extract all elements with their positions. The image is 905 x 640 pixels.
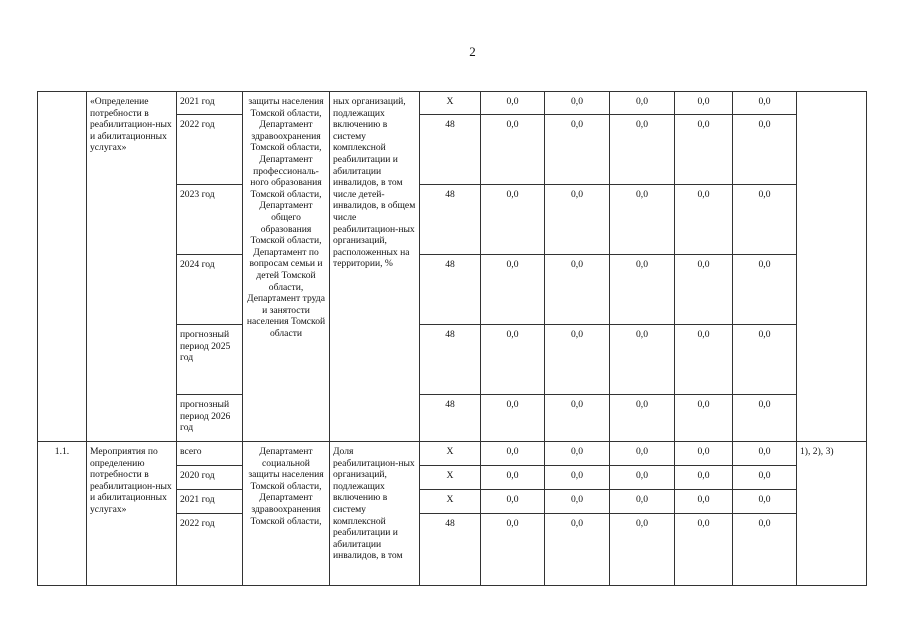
notes-cell (797, 92, 867, 442)
funding-local: 0,0 (675, 395, 733, 442)
funding-local: 0,0 (675, 442, 733, 466)
indicator-value: X (420, 466, 481, 490)
funding-federal: 0,0 (545, 442, 610, 466)
notes-cell: 1), 2), 3) (797, 442, 867, 586)
funding-regional: 0,0 (610, 325, 675, 395)
funding-total: 0,0 (481, 514, 545, 586)
period-cell: 2023 год (177, 185, 243, 255)
funding-total: 0,0 (481, 92, 545, 115)
funding-other: 0,0 (733, 92, 797, 115)
event-name-cell: Мероприятия по определению потребности в реабилитацион-ных и абилитационных услугах» (87, 442, 177, 586)
funding-total: 0,0 (481, 185, 545, 255)
funding-federal: 0,0 (545, 115, 610, 185)
period-cell: всего (177, 442, 243, 466)
executor-cell: Департамент социальной защиты населения Томской области, Департамент здравоохранения Томской области, (243, 442, 330, 586)
indicator-value: 48 (420, 514, 481, 586)
funding-local: 0,0 (675, 490, 733, 514)
funding-federal: 0,0 (545, 185, 610, 255)
period-cell: 2020 год (177, 466, 243, 490)
funding-total: 0,0 (481, 325, 545, 395)
funding-federal: 0,0 (545, 92, 610, 115)
indicator-cell: ных организаций, подлежащих включению в систему комплексной реабилитации и абилитации инвалидов, в том числе детей-инвалидов, в общем числе реабилитацион-ных организаций, расположенных на территории, % (330, 92, 420, 442)
period-cell: 2022 год (177, 115, 243, 185)
indicator-value: X (420, 92, 481, 115)
number-cell: 1.1. (38, 442, 87, 586)
table-row (38, 442, 867, 466)
funding-regional: 0,0 (610, 185, 675, 255)
funding-regional: 0,0 (610, 115, 675, 185)
funding-local: 0,0 (675, 115, 733, 185)
funding-local: 0,0 (675, 325, 733, 395)
indicator-value: X (420, 490, 481, 514)
funding-regional: 0,0 (610, 395, 675, 442)
funding-other: 0,0 (733, 395, 797, 442)
funding-federal: 0,0 (545, 514, 610, 586)
executor-cell: защиты населения Томской области, Департамент здравоохранения Томской области, Департамент профессиональ-ного образования Томской области, Департамент общего образования Томской области, Департамент по вопросам семьи и детей Томской области, Департамент труда и занятости населения Томской области (243, 92, 330, 442)
funding-total: 0,0 (481, 466, 545, 490)
funding-local: 0,0 (675, 514, 733, 586)
indicator-value: 48 (420, 395, 481, 442)
funding-other: 0,0 (733, 466, 797, 490)
funding-local: 0,0 (675, 255, 733, 325)
period-cell: прогнозный период 2025 год (177, 325, 243, 395)
period-cell: 2024 год (177, 255, 243, 325)
page-number: 2 (469, 44, 476, 59)
event-name-cell: «Определение потребности в реабилитацион-ных и абилитационных услугах» (87, 92, 177, 442)
indicator-cell: Доля реабилитацион-ных организаций, подлежащих включению в систему комплексной реабилитации и абилитации инвалидов, в том (330, 442, 420, 586)
number-cell (38, 92, 87, 442)
funding-regional: 0,0 (610, 514, 675, 586)
indicator-value: X (420, 442, 481, 466)
funding-federal: 0,0 (545, 255, 610, 325)
program-table (37, 91, 867, 586)
funding-local: 0,0 (675, 92, 733, 115)
indicator-value: 48 (420, 115, 481, 185)
funding-federal: 0,0 (545, 395, 610, 442)
indicator-value: 48 (420, 185, 481, 255)
funding-total: 0,0 (481, 255, 545, 325)
funding-other: 0,0 (733, 185, 797, 255)
funding-regional: 0,0 (610, 92, 675, 115)
table-row (38, 92, 867, 115)
funding-federal: 0,0 (545, 325, 610, 395)
funding-other: 0,0 (733, 115, 797, 185)
funding-federal: 0,0 (545, 466, 610, 490)
funding-local: 0,0 (675, 185, 733, 255)
funding-local: 0,0 (675, 466, 733, 490)
funding-other: 0,0 (733, 442, 797, 466)
period-cell: 2021 год (177, 92, 243, 115)
funding-regional: 0,0 (610, 490, 675, 514)
funding-regional: 0,0 (610, 466, 675, 490)
period-cell: 2021 год (177, 490, 243, 514)
period-cell: 2022 год (177, 514, 243, 586)
indicator-value: 48 (420, 325, 481, 395)
funding-other: 0,0 (733, 255, 797, 325)
funding-other: 0,0 (733, 490, 797, 514)
funding-total: 0,0 (481, 395, 545, 442)
funding-total: 0,0 (481, 490, 545, 514)
funding-regional: 0,0 (610, 442, 675, 466)
funding-other: 0,0 (733, 514, 797, 586)
funding-other: 0,0 (733, 325, 797, 395)
funding-total: 0,0 (481, 115, 545, 185)
funding-total: 0,0 (481, 442, 545, 466)
indicator-value: 48 (420, 255, 481, 325)
funding-regional: 0,0 (610, 255, 675, 325)
funding-federal: 0,0 (545, 490, 610, 514)
period-cell: прогнозный период 2026 год (177, 395, 243, 442)
